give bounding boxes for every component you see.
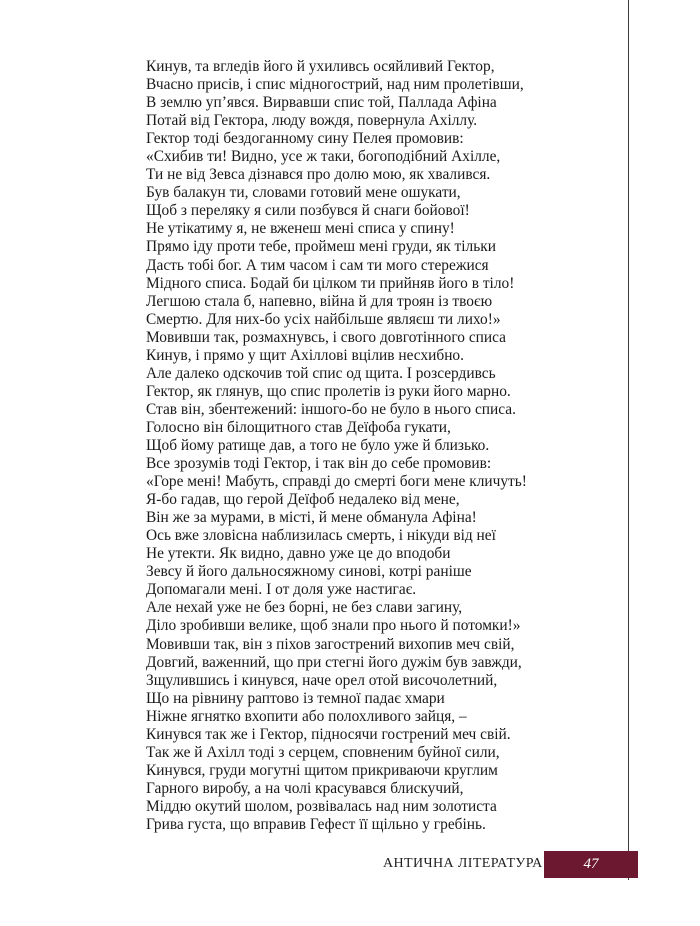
poem-line: Щоб йому ратище дав, а того не було уже й близько.	[146, 436, 490, 454]
poem-line: Вчасно присів, і спис мідногострий, над ним пролетівши,	[146, 76, 524, 94]
poem-line: Ти не від Зевса дізнався про долю мою, як хвалився.	[146, 166, 491, 184]
poem-line: Ось вже зловісна наблизилась смерть, і нікуди від неї	[146, 527, 496, 545]
poem-line: Був балакун ти, словами готовий мене ошукати,	[146, 184, 461, 202]
poem-line: Мовивши так, він з піхов загострений вихопив меч свій,	[146, 635, 515, 653]
poem-line: Зевсу й його дальносяжному синові, котрі раніше	[146, 563, 472, 581]
poem-line: Гектор тоді бездоганному сину Пелея промовив:	[146, 130, 464, 148]
poem-line: Став він, збентежений: іншого-бо не було в нього списа.	[146, 400, 516, 418]
poem-line: Що на рівнину раптово із темної падає хмари	[146, 689, 445, 707]
poem-line: Потай від Гектора, люду вождя, повернула Ахіллу.	[146, 112, 478, 130]
poem-line: Кинув, і прямо у щит Ахіллові вцілив несхибно.	[146, 346, 464, 364]
page-number-badge	[544, 851, 638, 878]
poem-line: Мідного списа. Бодай би цілком ти прийняв його в тіло!	[146, 274, 515, 292]
poem-line: Дасть тобі бог. А тим часом і сам ти мого стережися	[146, 256, 489, 274]
poem-line: Кинув, та вгледів його й ухиливсь осяйливий Гектор,	[146, 58, 495, 75]
page-number: 47	[583, 856, 599, 872]
poem-line: В землю уп’явся. Вирвавши спис той, Паллада Афіна	[146, 94, 497, 112]
poem-line: Смертю. Для них-бо усіх найбільше являєш ти лихо!»	[146, 310, 501, 328]
poem-line: Зщулившись і кинувся, наче орел отой височолетний,	[146, 671, 498, 689]
poem-line: «Схибив ти! Видно, усе ж таки, богоподібний Ахілле,	[146, 148, 501, 166]
poem-line: Але далеко одскочив той спис од щита. І розсердивсь	[146, 364, 496, 382]
poem-line: Голосно він білощитного став Деїфоба гукати,	[146, 418, 451, 436]
poem-line: Не утікатиму я, не вженеш мені списа у спину!	[146, 220, 455, 238]
poem-line: Легшою стала б, напевно, війна й для троян із твоєю	[146, 292, 493, 310]
poem-line: Все зрозумів тоді Гектор, і так він до себе промовив:	[146, 455, 492, 473]
poem-line: Але нехай уже не без борні, не без слави загину,	[146, 599, 463, 617]
poem-line: «Горе мені! Мабуть, справді до смерті боги мене кличуть!	[146, 473, 527, 491]
poem-line: Довгий, важенний, що при стегні його дужім був завжди,	[146, 653, 522, 671]
poem-line: Ніжне ягнятко вхопити або полохливого зайця, –	[146, 707, 467, 725]
poem-line: Гектор, як глянув, що спис пролетів із руки його марно.	[146, 382, 511, 400]
poem-line: Гарного виробу, а на чолі красувався блискучий,	[146, 779, 464, 797]
poem-line: Грива густа, що вправив Гефест її щільно у гребінь.	[146, 815, 486, 833]
poem-line: Діло зробивши велике, щоб знали про нього й потомки!»	[146, 617, 521, 635]
poem-line: Я-бо гадав, що герой Деїфоб недалеко від мене,	[146, 491, 460, 509]
poem-line: Кинувся так же і Гектор, підносячи гострений меч свій.	[146, 725, 511, 743]
poem-line: Мовивши так, розмахнувсь, і свого довготінного списа	[146, 328, 506, 346]
poem-line: Він же за мурами, в місті, й мене обманула Афіна!	[146, 509, 477, 527]
poem-line: Щоб з переляку я сили позбувся й снаги бойової!	[146, 202, 470, 220]
poem-line: Прямо іду проти тебе, проймеш мені груди, як тільки	[146, 238, 496, 256]
poem-line: Допомагали мені. І от доля уже настигає.	[146, 581, 417, 599]
poem-text	[146, 58, 596, 834]
poem-line: Не утекти. Як видно, давно уже це до вподоби	[146, 545, 451, 563]
running-footer-title: АНТИЧНА ЛІТЕРАТУРА	[383, 856, 543, 871]
poem-line: Так же й Ахілл тоді з серцем, сповненим буйної сили,	[146, 743, 500, 761]
poem-line: Кинувся, груди могутні щитом прикриваючи круглим	[146, 761, 498, 779]
poem-line: Міддю окутий шолом, розвівалась над ним золотиста	[146, 797, 497, 815]
page-edge-rule	[628, 0, 629, 880]
